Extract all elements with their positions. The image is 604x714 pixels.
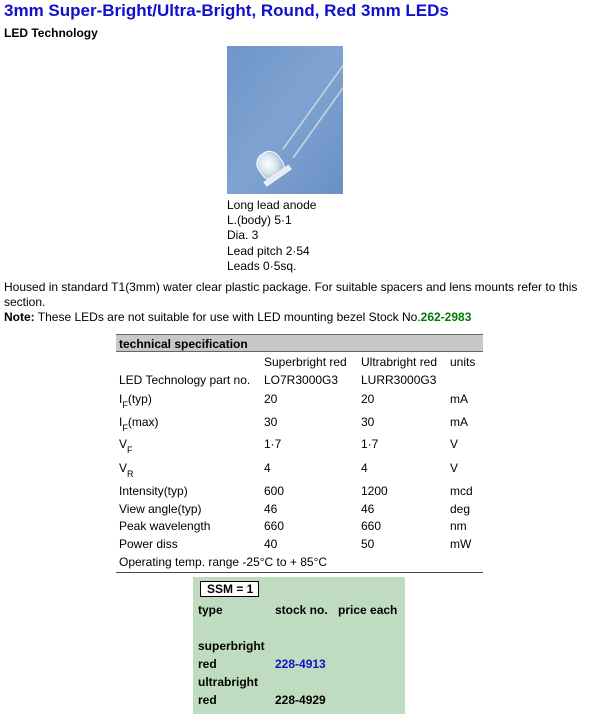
spec-value: 4 — [361, 461, 368, 475]
spec-value: 1·7 — [361, 437, 379, 451]
spec-footer: Operating temp. range -25°C to + 85°C — [119, 555, 328, 569]
spec-heading-bar — [116, 334, 483, 352]
spec-unit: V — [450, 461, 459, 475]
spec-value: 46 — [361, 502, 375, 516]
spec-value: 20 — [361, 392, 375, 406]
spec-bottom-rule — [116, 572, 483, 573]
spec-value: 46 — [264, 502, 278, 516]
note-text: These LEDs are not suitable for use with LED mounting bezel Stock No. — [34, 310, 421, 324]
spec-param: View angle(typ) — [119, 502, 202, 516]
spec-value: 1·7 — [264, 437, 282, 451]
order-box — [193, 577, 405, 714]
led-dimensions — [227, 198, 316, 274]
spec-param: Power diss — [119, 537, 178, 551]
spec-value: 20 — [264, 392, 278, 406]
dimension-line: Long lead anode — [227, 198, 317, 212]
spec-value: 660 — [361, 519, 382, 533]
dimension-line: Leads 0·5sq. — [227, 258, 297, 273]
spec-param: Intensity(typ) — [119, 484, 188, 498]
dimension-line: Dia. 3 — [227, 228, 259, 243]
spec-value: 50 — [361, 537, 375, 551]
spec-value: 660 — [264, 519, 285, 533]
spec-value: 600 — [264, 484, 285, 498]
housed-description: Housed in standard T1(3mm) water clear plastic package. For suitable spacers and lens mounts refer to this section. — [4, 280, 578, 309]
spec-unit: mW — [450, 537, 472, 551]
dimension-line: Lead pitch 2·54 — [227, 243, 310, 258]
order-type: ultrabright — [198, 675, 258, 689]
spec-param-vr: $V_R$ — [119, 461, 134, 479]
spec-value: LO7R3000G3 — [264, 373, 339, 387]
spec-value: 4 — [264, 461, 271, 475]
spec-value: 30 — [264, 415, 278, 429]
column-header: Ultrabright red — [361, 355, 438, 369]
order-stock-no: 228-4929 — [275, 693, 326, 707]
note-stock-link[interactable]: 262-2983 — [420, 310, 472, 324]
spec-param-vf: $V_F$ — [119, 437, 133, 455]
spec-param: LED Technology part no. — [119, 373, 251, 387]
order-type: red — [198, 693, 217, 707]
spec-value: 40 — [264, 537, 278, 551]
spec-unit: mA — [450, 415, 468, 429]
dimension-line: L.(body) 5·1 — [227, 213, 292, 228]
spec-unit: mcd — [450, 484, 473, 498]
led-photo — [227, 46, 343, 194]
note-label: Note: — [4, 310, 35, 324]
spec-unit: nm — [450, 519, 467, 533]
order-header: price each — [338, 603, 398, 617]
page-title: 3mm Super-Bright/Ultra-Bright, Round, Red 3mm LEDs — [4, 1, 449, 20]
order-type: red — [198, 657, 217, 671]
order-type: superbright — [198, 639, 265, 653]
order-header: type — [198, 603, 223, 617]
spec-param: Peak wavelength — [119, 519, 211, 533]
order-header: stock no. — [275, 603, 328, 617]
column-header: units — [450, 355, 476, 369]
note-paragraph — [4, 310, 471, 324]
spec-unit: V — [450, 437, 459, 451]
page-subtitle: LED Technology — [4, 26, 98, 40]
spec-param-if-max: $I_F(\max)$ — [119, 415, 159, 433]
order-stock-link[interactable]: 228-4913 — [275, 657, 326, 671]
ssm-badge: SSM = 1 — [200, 581, 259, 597]
technical-spec-table — [116, 334, 483, 574]
spec-unit: deg — [450, 502, 471, 516]
spec-value: LURR3000G3 — [361, 373, 437, 387]
spec-param-if-typ: $I_F(typ)$ — [119, 392, 152, 410]
spec-heading: technical specification — [119, 337, 248, 351]
column-header: Superbright red — [264, 355, 347, 369]
spec-value: 30 — [361, 415, 375, 429]
spec-unit: mA — [450, 392, 468, 406]
spec-value: 1200 — [361, 484, 388, 498]
